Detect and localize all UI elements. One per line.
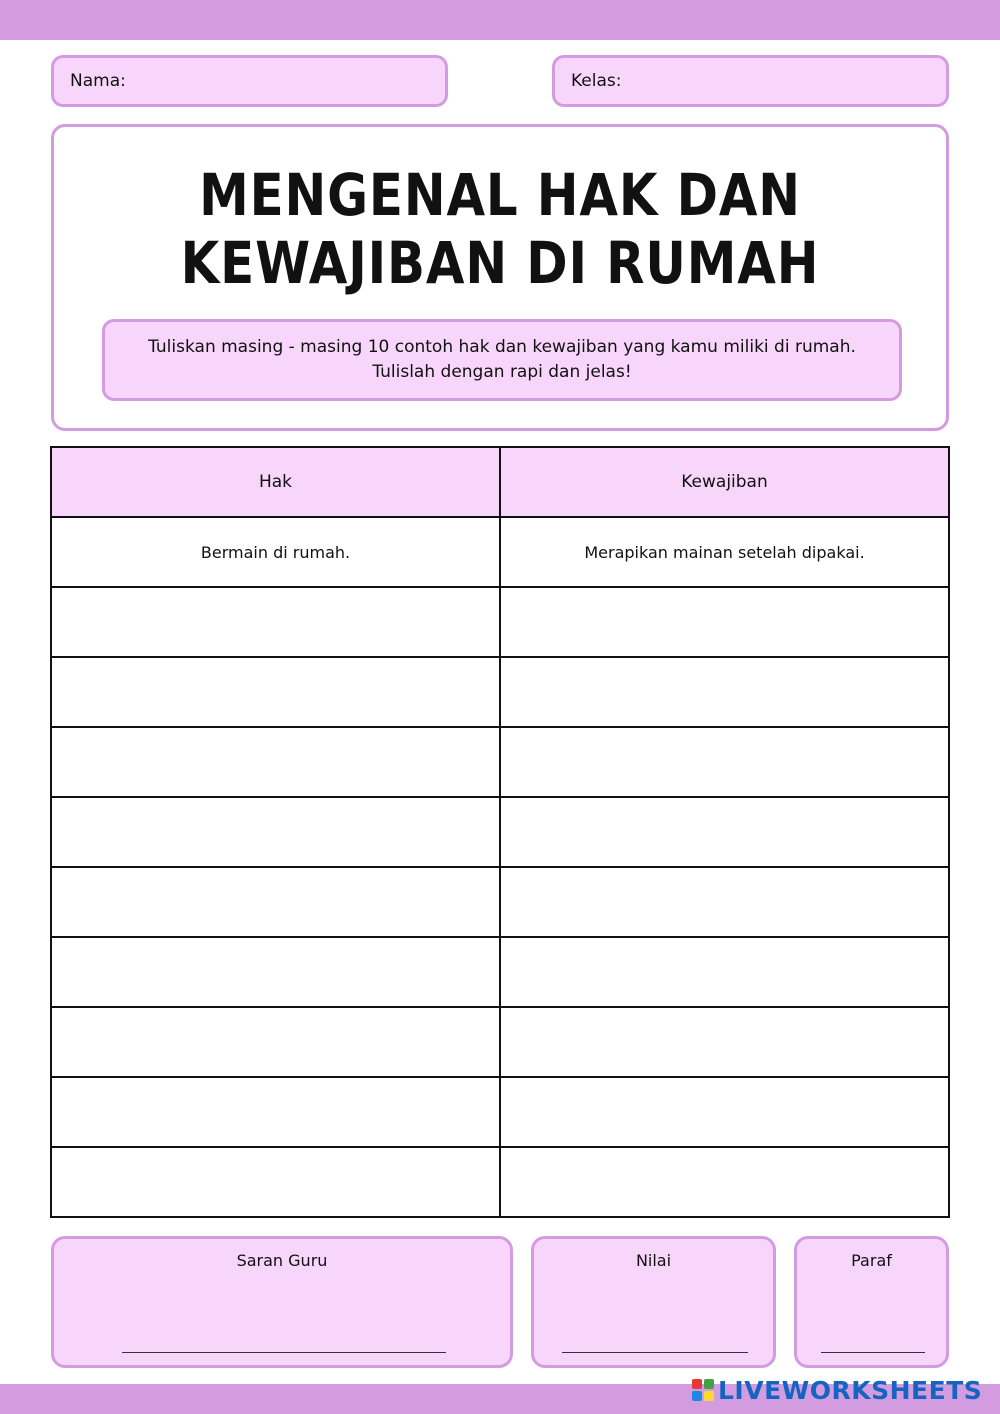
signature-label: Paraf <box>851 1251 892 1270</box>
hak-cell[interactable]: Bermain di rumah. <box>51 517 500 587</box>
table-row <box>51 657 949 727</box>
kewajiban-cell[interactable] <box>500 657 949 727</box>
instruction-box <box>102 319 902 401</box>
hak-cell[interactable] <box>51 937 500 1007</box>
liveworksheets-logo <box>692 1373 982 1407</box>
hak-cell[interactable] <box>51 867 500 937</box>
logo-square <box>704 1379 714 1389</box>
live-logo-icon <box>692 1379 714 1401</box>
table-row <box>51 727 949 797</box>
header-hak: Hak <box>51 447 500 517</box>
kewajiban-cell[interactable] <box>500 797 949 867</box>
kewajiban-cell[interactable] <box>500 1147 949 1217</box>
worksheet-title <box>116 161 883 297</box>
hak-cell[interactable] <box>51 727 500 797</box>
table-row <box>51 587 949 657</box>
top-decor-bar <box>0 0 1000 40</box>
kewajiban-cell[interactable]: Merapikan mainan setelah dipakai. <box>500 517 949 587</box>
name-label: Nama: <box>70 71 126 91</box>
name-field[interactable] <box>51 55 448 107</box>
title-panel <box>51 124 949 431</box>
kewajiban-cell[interactable] <box>500 937 949 1007</box>
kewajiban-cell[interactable] <box>500 867 949 937</box>
kewajiban-cell[interactable] <box>500 1007 949 1077</box>
logo-square <box>692 1391 702 1401</box>
hak-cell[interactable] <box>51 1147 500 1217</box>
table-row <box>51 797 949 867</box>
hak-cell[interactable] <box>51 797 500 867</box>
signature-box[interactable] <box>794 1236 949 1368</box>
score-line <box>562 1352 748 1354</box>
instruction-line-1: Tuliskan masing - masing 10 contoh hak dan kewajiban yang kamu miliki di rumah. <box>148 337 856 357</box>
hak-cell[interactable] <box>51 1007 500 1077</box>
teacher-notes-line <box>122 1352 446 1354</box>
hak-cell[interactable] <box>51 1077 500 1147</box>
table-header-row <box>51 447 949 517</box>
score-box[interactable] <box>531 1236 776 1368</box>
kewajiban-cell[interactable] <box>500 727 949 797</box>
instruction-line-2: Tulislah dengan rapi dan jelas! <box>372 362 632 382</box>
teacher-notes-label: Saran Guru <box>236 1251 328 1270</box>
kewajiban-cell[interactable] <box>500 1077 949 1147</box>
table-row <box>51 1147 949 1217</box>
kewajiban-cell[interactable] <box>500 587 949 657</box>
brand-name: LIVEWORKSHEETS <box>718 1375 983 1405</box>
rights-duties-table <box>50 446 950 1218</box>
header-kewajiban: Kewajiban <box>500 447 949 517</box>
hak-cell[interactable] <box>51 587 500 657</box>
logo-square <box>692 1379 702 1389</box>
title-line-2: KEWAJIBAN DI RUMAH <box>180 229 820 297</box>
hak-cell[interactable] <box>51 657 500 727</box>
table-row <box>51 867 949 937</box>
class-field[interactable] <box>552 55 949 107</box>
logo-square <box>704 1391 714 1401</box>
class-label: Kelas: <box>571 71 622 91</box>
teacher-notes-box[interactable] <box>51 1236 513 1368</box>
signature-line <box>821 1352 925 1354</box>
table-row <box>51 1007 949 1077</box>
table-row <box>51 937 949 1007</box>
table-row <box>51 1077 949 1147</box>
table-row <box>51 517 949 587</box>
score-label: Nilai <box>635 1251 672 1270</box>
title-line-1: MENGENAL HAK DAN <box>199 161 801 229</box>
